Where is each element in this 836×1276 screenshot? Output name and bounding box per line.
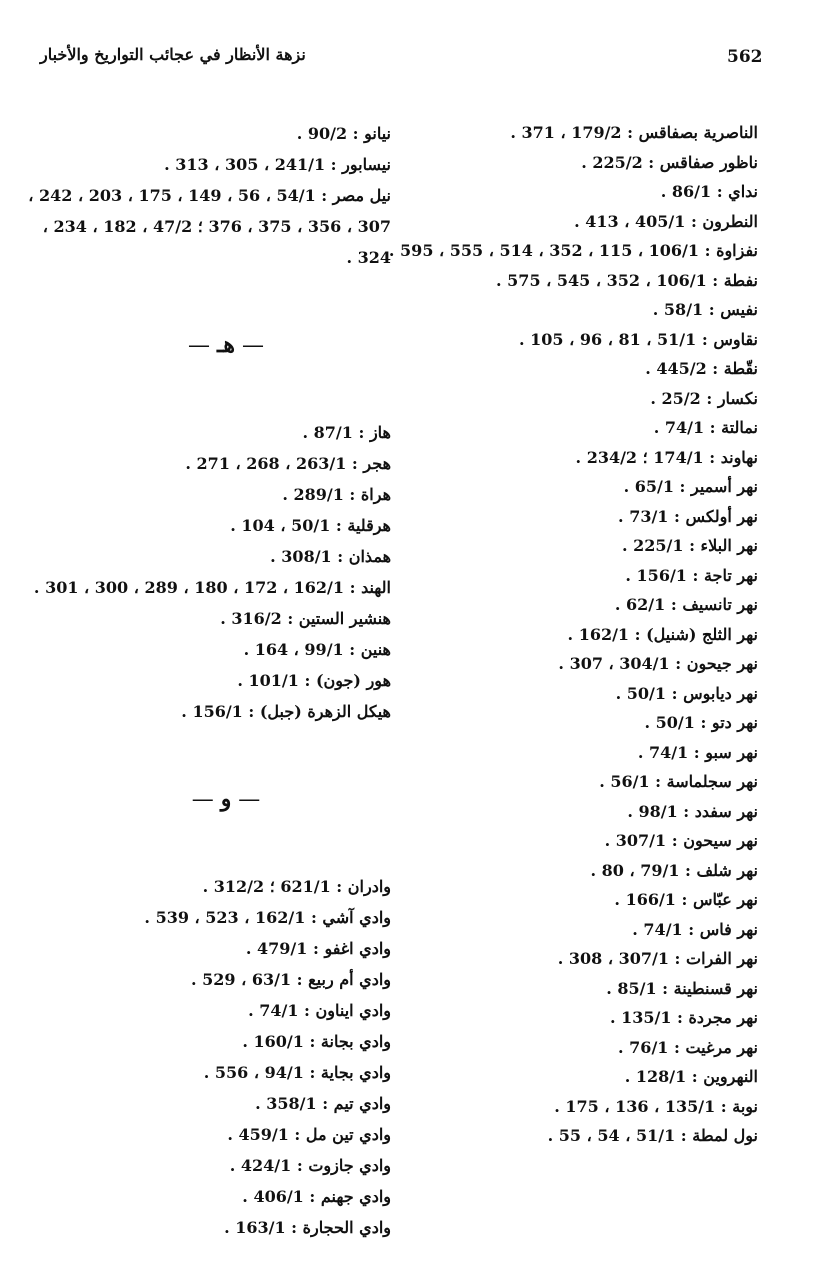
- index-entry: نيسابور : 241/1 ، 305 ، 313 .: [164, 155, 391, 174]
- index-entry: نهر قسنطينة : 85/1 .: [606, 978, 758, 998]
- index-entry: وادي ايناون : 74/1 .: [248, 1001, 391, 1020]
- index-entry: وادي بجانة : 160/1 .: [242, 1032, 391, 1051]
- index-entry: وادي آشي : 162/1 ، 523 ، 539 .: [144, 908, 391, 927]
- index-entry: نداي : 86/1 .: [660, 182, 758, 201]
- index-entry: هرقلية : 50/1 ، 104 .: [230, 516, 391, 535]
- index-entry: ناظور صفاقس : 225/2 .: [581, 152, 758, 172]
- index-entry: نهر جيحون : 304/1 ، 307 .: [558, 654, 758, 673]
- index-entry: نكسار : 25/2 .: [650, 388, 758, 408]
- index-entry: نهر سفدد : 98/1 .: [627, 801, 758, 821]
- index-entry: نهر أولكس : 73/1 .: [618, 506, 758, 526]
- index-column-right: [388, 118, 758, 1151]
- index-entry: نهر مجردة : 135/1 .: [609, 1008, 758, 1027]
- index-entry: وادي تين مل : 459/1 .: [227, 1125, 391, 1144]
- index-entry: وادي أم ربيع : 63/1 ، 529 .: [191, 970, 391, 989]
- index-entry: نهر الثلج (شنيل) : 162/1 .: [567, 624, 758, 644]
- index-entry: نول لمطة : 51/1 ، 54 ، 55 .: [547, 1126, 758, 1145]
- index-entry: وادي اغفو : 479/1 .: [245, 939, 391, 958]
- index-entry: نهر البلاء : 225/1 .: [621, 536, 758, 555]
- index-entry: وادي جهنم : 406/1 .: [242, 1187, 391, 1206]
- index-entry: النطرون : 405/1 ، 413 .: [574, 211, 758, 231]
- section-letter-heading: — هـ —: [187, 332, 265, 358]
- running-title: نزهة الأنظار في عجائب التواريخ والأخبار: [40, 45, 306, 64]
- index-entry: هور (جون) : 101/1 .: [237, 671, 391, 690]
- section-letter-heading: — و —: [191, 786, 261, 812]
- index-entry: نهر فاس : 74/1 .: [632, 919, 758, 939]
- index-entry: الهند : 162/1 ، 172 ، 180 ، 289 ، 300 ، 301 .: [33, 578, 391, 597]
- index-entry: هجر : 263/1 ، 268 ، 271 .: [185, 454, 391, 473]
- index-entry: وادي الحجارة : 163/1 .: [224, 1218, 391, 1237]
- index-entry: نهر دتو : 50/1 .: [644, 713, 758, 732]
- index-entry: نفزاوة : 106/1 ، 115 ، 352 ، 514 ، 555 ، 595 .: [388, 241, 758, 260]
- index-entry: وادي جازوت : 424/1 .: [229, 1156, 391, 1175]
- index-entry: نمالتة : 74/1 .: [653, 418, 758, 437]
- index-entry: نقاوس : 51/1 ، 81 ، 96 ، 105 .: [519, 329, 758, 349]
- index-entry: نهر شلف : 79/1 ، 80 .: [590, 860, 758, 880]
- index-entry: نهر مرغيت : 76/1 .: [618, 1037, 758, 1057]
- index-entry: نفيس : 58/1 .: [652, 300, 758, 319]
- index-column-left: [21, 118, 391, 1243]
- index-entry: نوبة : 135/1 ، 136 ، 175 .: [554, 1096, 758, 1116]
- index-entry: نهاوند : 174/1 ؛ 234/2 .: [575, 447, 758, 467]
- index-entry: نهر ديابوس : 50/1 .: [615, 683, 758, 703]
- index-entry: نفطة : 106/1 ، 352 ، 545 ، 575 .: [496, 270, 758, 290]
- index-entry: نيل مصر : 54/1 ، 56 ، 149 ، 175 ، 203 ، 242 ، 307 ، 356 ، 375 ، 376 ؛ 47/2 ، 182 ، 234 ، 324 .: [28, 186, 391, 267]
- index-entry: هنين : 99/1 ، 164 .: [243, 640, 391, 659]
- index-entry: نيانو : 90/2 .: [296, 124, 391, 143]
- index-entry: نهر سيحون : 307/1 .: [604, 831, 758, 850]
- index-entry: هراة : 289/1 .: [282, 485, 391, 504]
- index-entry: هيكل الزهرة (جبل) : 156/1 .: [181, 702, 391, 721]
- index-entry: نهر سجلماسة : 56/1 .: [599, 772, 758, 791]
- index-entry: نقّطة : 445/2 .: [645, 359, 758, 378]
- index-entry: وادي تيم : 358/1 .: [255, 1094, 391, 1113]
- index-entry: وادران : 621/1 ؛ 312/2 .: [202, 877, 391, 896]
- index-entry: همذان : 308/1 .: [270, 547, 391, 566]
- index-entry: النهروين : 128/1 .: [624, 1067, 758, 1086]
- index-entry: وادي بجاية : 94/1 ، 556 .: [203, 1063, 391, 1082]
- page-number: 562: [727, 47, 763, 67]
- index-entry: نهر الفرات : 307/1 ، 308 .: [557, 949, 758, 968]
- index-entry: نهر تانسيف : 62/1 .: [614, 595, 758, 614]
- index-entry: نهر تاجة : 156/1 .: [625, 565, 758, 585]
- index-entry: نهر أسمير : 65/1 .: [623, 477, 758, 496]
- index-entry: نهر سبو : 74/1 .: [637, 742, 758, 762]
- index-entry: هاز : 87/1 .: [302, 423, 391, 442]
- index-entry: نهر عبّاس : 166/1 .: [614, 890, 758, 909]
- index-entry: الناصرية بصفاقس : 179/2 ، 371 .: [510, 123, 758, 142]
- index-entry: هنشير الستين : 316/2 .: [220, 609, 391, 628]
